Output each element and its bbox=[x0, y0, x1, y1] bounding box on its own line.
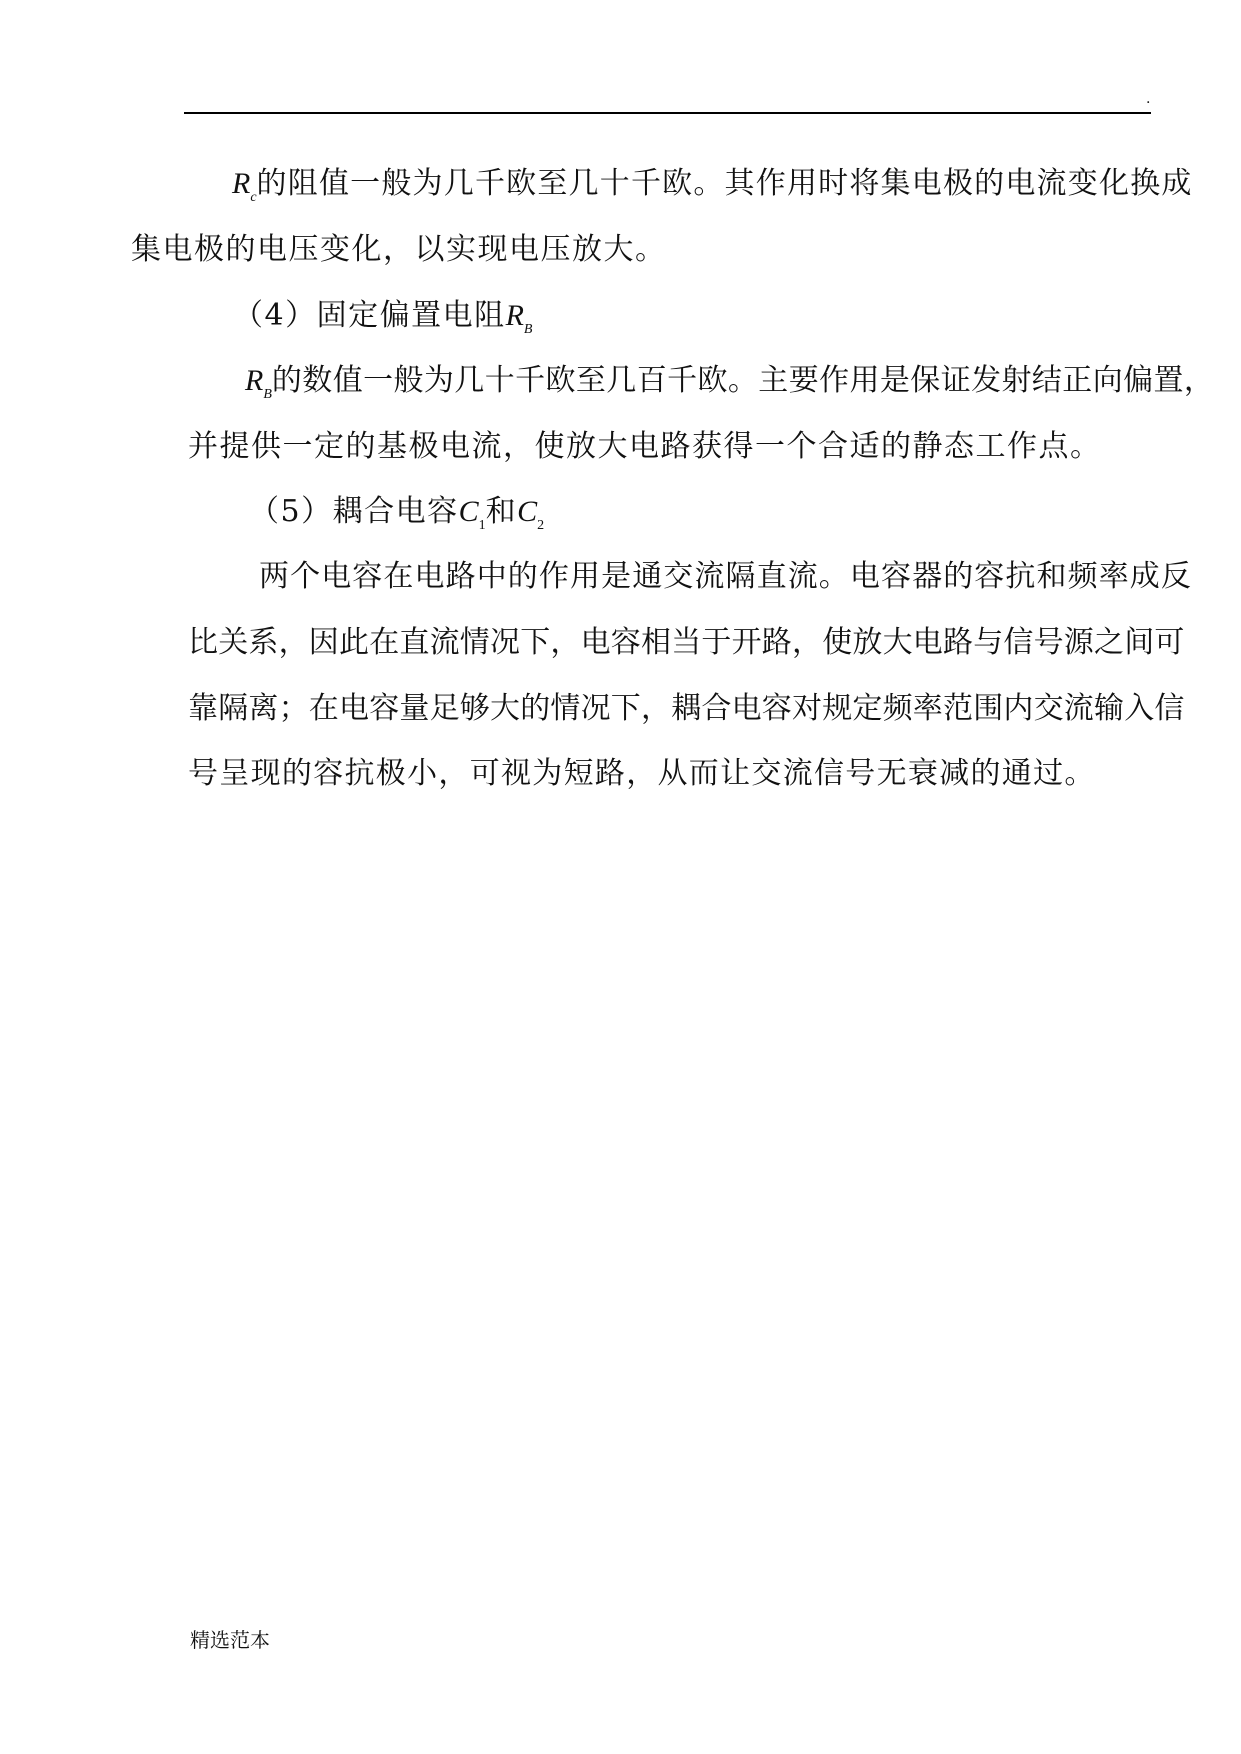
rb-subscript-2: B bbox=[263, 387, 272, 402]
heading-4 bbox=[233, 296, 532, 350]
rb-symbol-2: R bbox=[245, 364, 264, 397]
c2-subscript: 2 bbox=[537, 518, 545, 533]
rb-symbol: R bbox=[505, 299, 524, 332]
heading-5 bbox=[249, 492, 544, 546]
c1-symbol: C bbox=[458, 495, 479, 528]
header-rule bbox=[184, 112, 1151, 114]
c2-symbol: C bbox=[517, 495, 538, 528]
p3-line-3: 靠隔离；在电容量足够大的情况下，耦合电容对规定频率范围内交流输入信 bbox=[188, 691, 1185, 726]
heading-5-and: 和 bbox=[485, 494, 518, 529]
p2-line-1-text: 的数值一般为几十千欧至几百千欧。主要作用是保证发射结正向偏置， bbox=[271, 363, 1215, 398]
rc-symbol: R bbox=[232, 167, 251, 200]
rb-subscript: B bbox=[523, 322, 533, 337]
p1-line-1 bbox=[232, 164, 1193, 218]
p1-line-1-text: 的阻值一般为几千欧至几十千欧。其作用时将集电极的电流变化换成 bbox=[256, 166, 1193, 201]
p3-line-2: 比关系，因此在直流情况下，电容相当于开路，使放大电路与信号源之间可 bbox=[188, 625, 1185, 660]
heading-4-text: （4）固定偏置电阻 bbox=[233, 298, 506, 333]
footer-label: 精选范本 bbox=[190, 1628, 270, 1652]
p1-line-2: 集电极的电压变化，以实现电压放大。 bbox=[131, 232, 667, 267]
p3-line-4: 号呈现的容抗极小，可视为短路，从而让交流信号无衰减的通过。 bbox=[188, 756, 1096, 791]
header-mark: . bbox=[1146, 91, 1151, 107]
c1-subscript: 1 bbox=[478, 518, 486, 533]
rc-subscript: c bbox=[250, 190, 257, 205]
p3-line-1: 两个电容在电路中的作用是通交流隔直流。电容器的容抗和频率成反 bbox=[259, 559, 1192, 594]
p2-line-1 bbox=[245, 361, 1214, 415]
p2-line-2: 并提供一定的基极电流，使放大电路获得一个合适的静态工作点。 bbox=[188, 429, 1102, 464]
heading-5-text: （5）耦合电容 bbox=[249, 494, 459, 529]
